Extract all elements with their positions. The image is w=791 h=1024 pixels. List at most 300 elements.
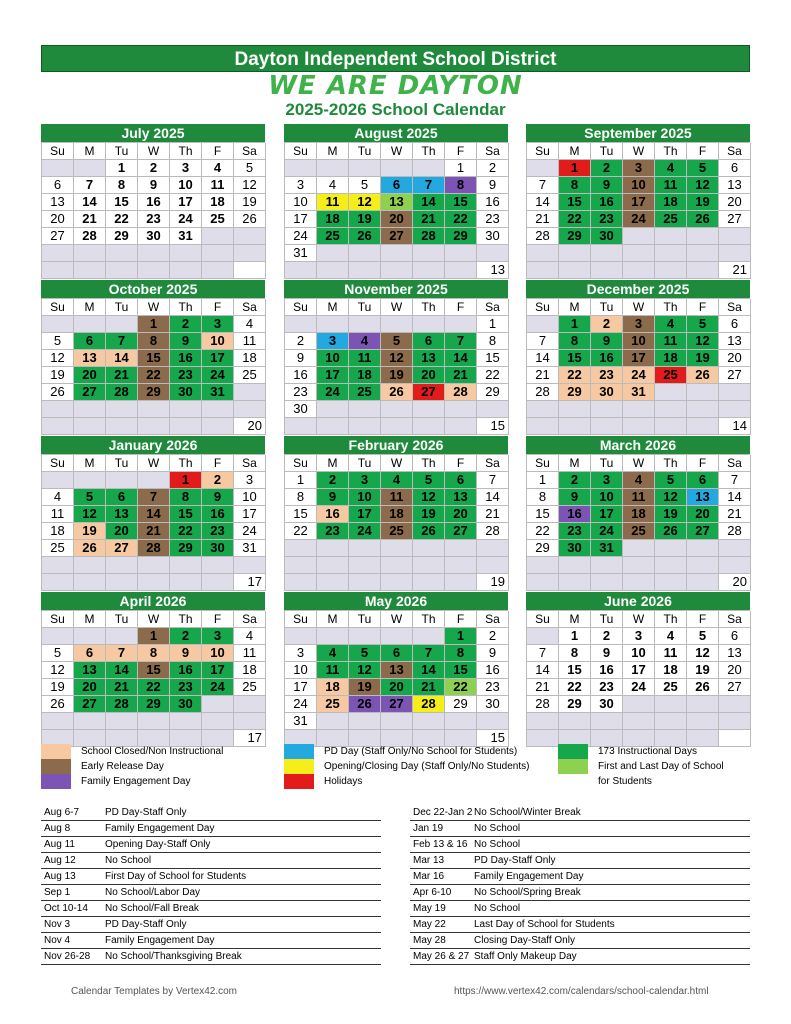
day-cell: 8 [527, 489, 559, 506]
weekday-header: Sa [719, 611, 751, 628]
empty-cell [527, 245, 559, 262]
day-cell: 1 [559, 316, 591, 333]
day-cell: 28 [106, 696, 138, 713]
day-cell: 20 [74, 679, 106, 696]
day-cell: 30 [170, 384, 202, 401]
weekday-header: M [559, 143, 591, 160]
count-row-cell [74, 262, 106, 279]
weekday-header: Su [527, 299, 559, 316]
day-cell: 30 [591, 696, 623, 713]
weekday-header: W [138, 455, 170, 472]
day-cell: 13 [42, 194, 74, 211]
event-date: Aug 8 [44, 823, 71, 834]
day-cell: 25 [42, 540, 74, 557]
day-cell: 11 [317, 662, 349, 679]
day-cell: 9 [591, 645, 623, 662]
day-cell: 11 [623, 489, 655, 506]
event-description: No School [474, 903, 521, 914]
month-4 [41, 280, 265, 435]
day-cell: 18 [349, 367, 381, 384]
day-cell: 24 [623, 211, 655, 228]
day-cell: 21 [413, 679, 445, 696]
day-cell: 13 [719, 177, 751, 194]
weekday-header: F [445, 455, 477, 472]
day-cell: 9 [477, 645, 509, 662]
day-cell: 18 [317, 211, 349, 228]
day-cell: 8 [138, 645, 170, 662]
day-cell: 8 [138, 333, 170, 350]
weekday-header: M [317, 143, 349, 160]
day-cell: 12 [655, 489, 687, 506]
event-row [410, 917, 750, 933]
day-cell: 16 [170, 350, 202, 367]
day-cell: 8 [445, 645, 477, 662]
empty-cell [413, 628, 445, 645]
month-11 [284, 592, 508, 747]
day-cell: 4 [381, 472, 413, 489]
day-cell: 31 [202, 384, 234, 401]
day-cell: 22 [559, 679, 591, 696]
day-cell: 6 [719, 316, 751, 333]
day-cell: 14 [527, 662, 559, 679]
weekday-header: Tu [106, 299, 138, 316]
day-cell: 7 [445, 333, 477, 350]
day-cell: 26 [349, 228, 381, 245]
empty-cell [623, 228, 655, 245]
day-cell: 7 [413, 177, 445, 194]
day-cell: 7 [413, 645, 445, 662]
legend-column-3 [558, 744, 750, 789]
legend-swatch [558, 759, 588, 774]
day-cell: 3 [285, 177, 317, 194]
weekday-header: Su [42, 455, 74, 472]
weekday-header: F [687, 143, 719, 160]
day-cell: 28 [413, 228, 445, 245]
day-cell: 18 [234, 662, 266, 679]
weekday-header: Su [285, 299, 317, 316]
empty-cell [655, 384, 687, 401]
event-date: Nov 26-28 [44, 951, 91, 962]
day-cell: 1 [138, 628, 170, 645]
count-row-cell [445, 574, 477, 591]
day-cell: 28 [413, 696, 445, 713]
day-cell: 14 [527, 194, 559, 211]
day-cell: 9 [170, 333, 202, 350]
event-date: Feb 13 & 16 [413, 839, 468, 850]
empty-cell [106, 401, 138, 418]
day-cell: 27 [687, 523, 719, 540]
weekday-header: W [623, 611, 655, 628]
day-cell: 26 [687, 679, 719, 696]
day-cell: 5 [349, 177, 381, 194]
day-cell: 23 [170, 679, 202, 696]
count-row-cell [170, 262, 202, 279]
day-cell: 16 [285, 367, 317, 384]
day-cell: 26 [687, 367, 719, 384]
day-cell: 15 [138, 662, 170, 679]
day-cell: 12 [42, 662, 74, 679]
event-description: No School/Thanksgiving Break [105, 951, 242, 962]
empty-cell [317, 628, 349, 645]
day-cell: 21 [527, 367, 559, 384]
weekday-header: F [445, 299, 477, 316]
day-cell: 28 [106, 384, 138, 401]
empty-cell [623, 401, 655, 418]
day-cell: 19 [349, 679, 381, 696]
day-cell: 2 [138, 160, 170, 177]
empty-cell [42, 316, 74, 333]
day-cell: 27 [445, 523, 477, 540]
day-cell: 7 [527, 177, 559, 194]
day-cell: 9 [202, 489, 234, 506]
count-row-cell [559, 262, 591, 279]
day-cell: 30 [285, 401, 317, 418]
day-cell: 21 [445, 367, 477, 384]
day-cell: 9 [285, 350, 317, 367]
empty-cell [413, 245, 445, 262]
empty-cell [655, 713, 687, 730]
empty-cell [349, 557, 381, 574]
empty-cell [42, 557, 74, 574]
day-cell: 4 [655, 316, 687, 333]
empty-cell [42, 628, 74, 645]
weekday-header: Tu [106, 611, 138, 628]
empty-cell [381, 160, 413, 177]
day-cell: 30 [477, 696, 509, 713]
month-title: August 2025 [284, 124, 508, 142]
day-cell: 31 [170, 228, 202, 245]
empty-cell [413, 160, 445, 177]
day-cell: 14 [445, 350, 477, 367]
empty-cell [413, 713, 445, 730]
weekday-header: Th [413, 299, 445, 316]
weekday-header: Tu [106, 143, 138, 160]
event-date: Nov 3 [44, 919, 71, 930]
empty-cell [719, 245, 751, 262]
empty-cell [349, 401, 381, 418]
day-cell: 12 [74, 506, 106, 523]
day-cell: 14 [527, 350, 559, 367]
day-cell: 30 [591, 384, 623, 401]
district-title: Dayton Independent School District [41, 45, 750, 72]
day-cell: 24 [349, 523, 381, 540]
day-cell: 21 [74, 211, 106, 228]
day-cell: 1 [527, 472, 559, 489]
event-row [41, 837, 381, 853]
empty-cell [74, 557, 106, 574]
empty-cell [381, 401, 413, 418]
event-row [410, 901, 750, 917]
day-cell: 10 [234, 489, 266, 506]
day-cell: 13 [381, 194, 413, 211]
count-row-cell [170, 418, 202, 435]
weekday-header: Sa [234, 455, 266, 472]
footer-url[interactable]: https://www.vertex42.com/calendars/school-calendar.html [454, 986, 709, 997]
day-cell: 28 [445, 384, 477, 401]
weekday-header: F [202, 455, 234, 472]
month-grid [41, 298, 265, 435]
day-cell: 20 [445, 506, 477, 523]
day-cell: 15 [170, 506, 202, 523]
day-cell: 5 [381, 333, 413, 350]
count-row-cell [106, 574, 138, 591]
day-cell: 3 [591, 472, 623, 489]
weekday-header: Th [655, 455, 687, 472]
day-cell: 4 [623, 472, 655, 489]
empty-cell [623, 713, 655, 730]
empty-cell [106, 713, 138, 730]
day-cell: 19 [42, 367, 74, 384]
day-cell: 1 [170, 472, 202, 489]
empty-cell [349, 245, 381, 262]
day-cell: 16 [559, 506, 591, 523]
empty-cell [202, 401, 234, 418]
legend-swatch [41, 774, 71, 789]
empty-cell [719, 696, 751, 713]
day-cell: 27 [42, 228, 74, 245]
day-cell: 20 [42, 211, 74, 228]
day-cell: 23 [559, 523, 591, 540]
month-12 [526, 592, 750, 747]
event-description: PD Day-Staff Only [474, 855, 556, 866]
weekday-header: Su [527, 143, 559, 160]
day-cell: 23 [170, 367, 202, 384]
day-cell: 10 [623, 177, 655, 194]
month-title: November 2025 [284, 280, 508, 298]
weekday-header: W [623, 455, 655, 472]
event-date: Mar 16 [413, 871, 445, 882]
day-cell: 19 [655, 506, 687, 523]
day-cell: 9 [138, 177, 170, 194]
day-cell: 27 [381, 696, 413, 713]
weekday-header: Tu [349, 299, 381, 316]
legend-item [284, 774, 544, 789]
day-cell: 9 [317, 489, 349, 506]
count-row-cell [170, 574, 202, 591]
event-date: Aug 12 [44, 855, 76, 866]
day-cell: 2 [477, 160, 509, 177]
day-cell: 12 [234, 177, 266, 194]
event-date: Dec 22-Jan 2 [413, 807, 473, 818]
legend-item [41, 774, 281, 789]
month-title: June 2026 [526, 592, 750, 610]
day-cell: 13 [106, 506, 138, 523]
day-cell: 14 [106, 350, 138, 367]
empty-cell [317, 713, 349, 730]
count-row-cell [687, 262, 719, 279]
day-cell: 16 [477, 194, 509, 211]
day-cell: 22 [559, 211, 591, 228]
weekday-header: Sa [234, 611, 266, 628]
day-cell: 4 [349, 333, 381, 350]
day-cell: 12 [349, 662, 381, 679]
instructional-day-count [234, 262, 266, 279]
event-date: Oct 10-14 [44, 903, 88, 914]
weekday-header: Tu [591, 455, 623, 472]
day-cell: 25 [655, 679, 687, 696]
day-cell: 18 [623, 506, 655, 523]
event-description: Family Engagement Day [105, 823, 215, 834]
day-cell: 17 [349, 506, 381, 523]
instructional-day-count: 20 [234, 418, 266, 435]
empty-cell [285, 557, 317, 574]
empty-cell [527, 316, 559, 333]
month-title: January 2026 [41, 436, 265, 454]
day-cell: 9 [170, 645, 202, 662]
empty-cell [285, 628, 317, 645]
day-cell: 30 [170, 696, 202, 713]
day-cell: 18 [42, 523, 74, 540]
day-cell: 9 [591, 177, 623, 194]
weekday-header: M [74, 299, 106, 316]
day-cell: 16 [138, 194, 170, 211]
empty-cell [559, 713, 591, 730]
day-cell: 10 [170, 177, 202, 194]
weekday-header: W [138, 143, 170, 160]
empty-cell [413, 557, 445, 574]
event-description: PD Day-Staff Only [105, 919, 187, 930]
event-date: May 26 & 27 [413, 951, 470, 962]
day-cell: 25 [381, 523, 413, 540]
day-cell: 10 [202, 333, 234, 350]
day-cell: 10 [591, 489, 623, 506]
day-cell: 24 [285, 228, 317, 245]
day-cell: 11 [381, 489, 413, 506]
empty-cell [623, 245, 655, 262]
weekday-header: F [202, 611, 234, 628]
day-cell: 7 [138, 489, 170, 506]
day-cell: 5 [42, 333, 74, 350]
legend-swatch [284, 759, 314, 774]
weekday-header: F [687, 611, 719, 628]
day-cell: 26 [42, 384, 74, 401]
day-cell: 25 [623, 523, 655, 540]
day-cell: 14 [413, 662, 445, 679]
day-cell: 18 [655, 194, 687, 211]
day-cell: 20 [381, 679, 413, 696]
legend-swatch [558, 774, 588, 789]
empty-cell [687, 540, 719, 557]
empty-cell [381, 540, 413, 557]
day-cell: 18 [655, 662, 687, 679]
event-description: Last Day of School for Students [474, 919, 615, 930]
day-cell: 10 [285, 662, 317, 679]
event-description: PD Day-Staff Only [105, 807, 187, 818]
weekday-header: F [687, 299, 719, 316]
empty-cell [719, 228, 751, 245]
empty-cell [591, 245, 623, 262]
weekday-header: F [445, 611, 477, 628]
day-cell: 20 [74, 367, 106, 384]
day-cell: 6 [42, 177, 74, 194]
empty-cell [413, 316, 445, 333]
empty-cell [655, 401, 687, 418]
day-cell: 25 [317, 228, 349, 245]
empty-cell [719, 540, 751, 557]
empty-cell [623, 557, 655, 574]
day-cell: 29 [106, 228, 138, 245]
weekday-header: Sa [477, 299, 509, 316]
legend-item [558, 759, 750, 774]
day-cell: 2 [559, 472, 591, 489]
empty-cell [445, 557, 477, 574]
empty-cell [381, 557, 413, 574]
day-cell: 11 [234, 645, 266, 662]
empty-cell [317, 401, 349, 418]
day-cell: 1 [477, 316, 509, 333]
weekday-header: Sa [477, 143, 509, 160]
day-cell: 3 [285, 645, 317, 662]
legend-column-1 [41, 744, 281, 789]
day-cell: 22 [445, 211, 477, 228]
day-cell: 19 [234, 194, 266, 211]
day-cell: 5 [42, 645, 74, 662]
weekday-header: Sa [477, 455, 509, 472]
count-row-cell [202, 574, 234, 591]
day-cell: 3 [623, 316, 655, 333]
day-cell: 2 [591, 628, 623, 645]
day-cell: 19 [687, 194, 719, 211]
day-cell: 13 [381, 662, 413, 679]
empty-cell [687, 245, 719, 262]
day-cell: 10 [202, 645, 234, 662]
day-cell: 6 [74, 645, 106, 662]
legend-swatch [284, 774, 314, 789]
day-cell: 30 [202, 540, 234, 557]
day-cell: 12 [413, 489, 445, 506]
event-row [41, 901, 381, 917]
day-cell: 5 [74, 489, 106, 506]
event-row [41, 869, 381, 885]
empty-cell [202, 228, 234, 245]
empty-cell [349, 316, 381, 333]
day-cell: 9 [477, 177, 509, 194]
day-cell: 26 [74, 540, 106, 557]
day-cell: 25 [655, 367, 687, 384]
day-cell: 20 [413, 367, 445, 384]
day-cell: 5 [349, 645, 381, 662]
count-row-cell [381, 418, 413, 435]
weekday-header: M [317, 299, 349, 316]
weekday-header: Th [655, 299, 687, 316]
instructional-day-count: 20 [719, 574, 751, 591]
count-row-cell [527, 418, 559, 435]
day-cell: 2 [202, 472, 234, 489]
month-title: July 2025 [41, 124, 265, 142]
empty-cell [317, 245, 349, 262]
legend-item [558, 744, 750, 759]
count-row-cell [591, 574, 623, 591]
weekday-header: Su [285, 143, 317, 160]
day-cell: 14 [719, 489, 751, 506]
day-cell: 3 [234, 472, 266, 489]
weekday-header: Su [527, 455, 559, 472]
count-row-cell [655, 262, 687, 279]
count-row-cell [285, 262, 317, 279]
empty-cell [234, 696, 266, 713]
day-cell: 3 [317, 333, 349, 350]
day-cell: 8 [477, 333, 509, 350]
day-cell: 7 [527, 333, 559, 350]
day-cell: 8 [559, 177, 591, 194]
day-cell: 5 [413, 472, 445, 489]
count-row-cell [655, 418, 687, 435]
month-5 [284, 280, 508, 435]
event-description: First Day of School for Students [105, 871, 247, 882]
legend-label: PD Day (Staff Only/No School for Students) [324, 746, 518, 757]
month-1 [41, 124, 265, 279]
day-cell: 25 [655, 211, 687, 228]
